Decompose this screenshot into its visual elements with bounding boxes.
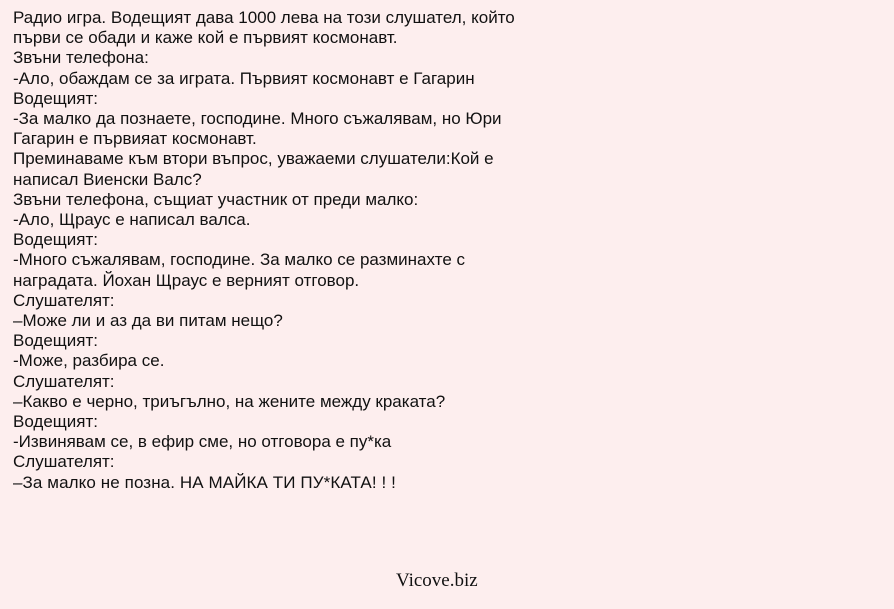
joke-line: -Много съжалявам, господине. За малко се разминахте с xyxy=(13,250,466,270)
joke-text xyxy=(13,8,573,493)
joke-line: -Ало, Щраус е написал валса. xyxy=(13,210,251,230)
joke-line: Водещият: xyxy=(13,230,98,250)
joke-line: Слушателят: xyxy=(13,452,115,472)
joke-line: Преминаваме към втори въпрос, уважаеми слушатели:Кой е xyxy=(13,149,494,169)
joke-line: Слушателят: xyxy=(13,290,115,310)
joke-line: първи се обади и каже кой е първият космонавт. xyxy=(13,28,398,48)
joke-line: Радио игра. Водещият дава 1000 лева на този слушател, който xyxy=(13,8,515,27)
joke-line: –За малко не позна. НА МАЙКА ТИ ПУ*КАТА! ! ! xyxy=(13,472,396,492)
joke-line: –Може ли и аз да ви питам нещо? xyxy=(13,311,283,331)
joke-line: Водещият: xyxy=(13,412,98,432)
joke-line: наградата. Йохан Щраус е верният отговор. xyxy=(13,270,360,290)
joke-line: -Извинявам се, в ефир сме, но отговора е пу*ка xyxy=(13,432,392,452)
site-watermark: Vicove.biz xyxy=(396,570,478,591)
joke-line: Звъни телефона: xyxy=(13,48,149,68)
joke-line: написал Виенски Валс? xyxy=(13,169,202,189)
joke-line: -За малко да познаете, господине. Много съжалявам, но Юри xyxy=(13,109,502,129)
joke-line: –Какво е черно, триъгълно, на жените между краката? xyxy=(13,391,446,411)
joke-line: Водещият: xyxy=(13,331,98,351)
joke-line: Гагарин е първияат космонавт. xyxy=(13,129,257,149)
joke-line: -Ало, обаждам се за играта. Първият космонавт е Гагарин xyxy=(13,68,475,88)
joke-line: -Може, разбира се. xyxy=(13,351,165,371)
joke-line: Звъни телефона, същиат участник от преди малко: xyxy=(13,189,419,209)
joke-line: Водещият: xyxy=(13,88,98,108)
joke-line: Слушателят: xyxy=(13,371,115,391)
